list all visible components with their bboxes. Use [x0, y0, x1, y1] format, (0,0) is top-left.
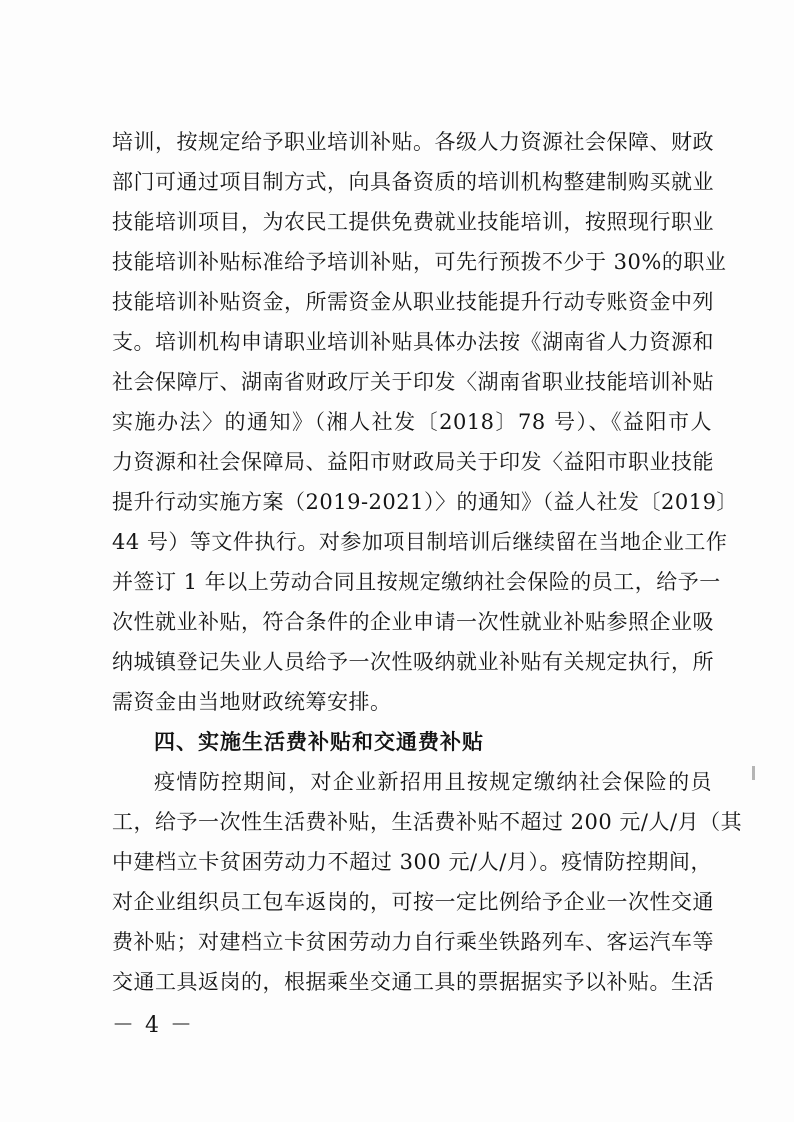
paragraph-1-line-1: 培训，按规定给予职业培训补贴。各级人力资源社会保障、财政	[112, 130, 714, 154]
paragraph-1-line-9: 力资源和社会保障局、益阳市财政局关于印发〈益阳市职业技能	[112, 450, 714, 474]
paragraph-2-line-2: 工，给予一次性生活费补贴，生活费补贴不超过 200 元/人/月（其	[112, 810, 743, 834]
paragraph-2-line-1: 疫情防控期间，对企业新招用且按规定缴纳社会保险的员	[154, 770, 712, 794]
paragraph-1-line-4: 技能培训补贴标准给予培训补贴，可先行预拨不少于 30%的职业	[112, 250, 727, 274]
paragraph-1-line-3: 技能培训项目，为农民工提供免费就业技能培训，按照现行职业	[112, 210, 714, 234]
paragraph-1-line-13: 次性就业补贴，符合条件的企业申请一次性就业补贴参照企业吸	[112, 610, 714, 634]
paragraph-2-line-3: 中建档立卡贫困劳动力不超过 300 元/人/月）。疫情防控期间，	[112, 850, 712, 874]
paragraph-1-line-10: 提升行动实施方案（2019-2021）〉的通知》（益人社发〔2019〕	[112, 490, 738, 514]
paragraph-2-line-4: 对企业组织员工包车返岗的，可按一定比例给予企业一次性交通	[112, 890, 714, 914]
paragraph-1-line-11: 44 号）等文件执行。对参加项目制培训后继续留在当地企业工作	[112, 530, 728, 554]
paragraph-1-line-8: 实施办法〉的通知》（湘人社发〔2018〕78 号）、《益阳市人	[112, 410, 712, 434]
paragraph-1-line-2: 部门可通过项目制方式，向具备资质的培训机构整建制购买就业	[112, 170, 714, 194]
paragraph-1-line-5: 技能培训补贴资金，所需资金从职业技能提升行动专账资金中列	[112, 290, 714, 314]
paragraph-1-line-15: 需资金由当地财政统筹安排。	[112, 690, 392, 714]
page-number: － 4 －	[112, 1013, 194, 1038]
paragraph-2-line-6: 交通工具返岗的，根据乘坐交通工具的票据据实予以补贴。生活	[112, 970, 714, 994]
scan-mark	[752, 766, 755, 780]
paragraph-1-line-14: 纳城镇登记失业人员给予一次性吸纳就业补贴有关规定执行，所	[112, 650, 714, 674]
paragraph-1-line-6: 支。培训机构申请职业培训补贴具体办法按《湖南省人力资源和	[112, 330, 714, 354]
paragraph-1-line-12: 并签订 1 年以上劳动合同且按规定缴纳社会保险的员工，给予一	[112, 570, 721, 594]
paragraph-1-line-7: 社会保障厅、湖南省财政厅关于印发〈湖南省职业技能培训补贴	[112, 370, 714, 394]
section-heading: 四、实施生活费补贴和交通费补贴	[154, 730, 484, 754]
paragraph-2-line-5: 费补贴；对建档立卡贫困劳动力自行乘坐铁路列车、客运汽车等	[112, 930, 714, 954]
